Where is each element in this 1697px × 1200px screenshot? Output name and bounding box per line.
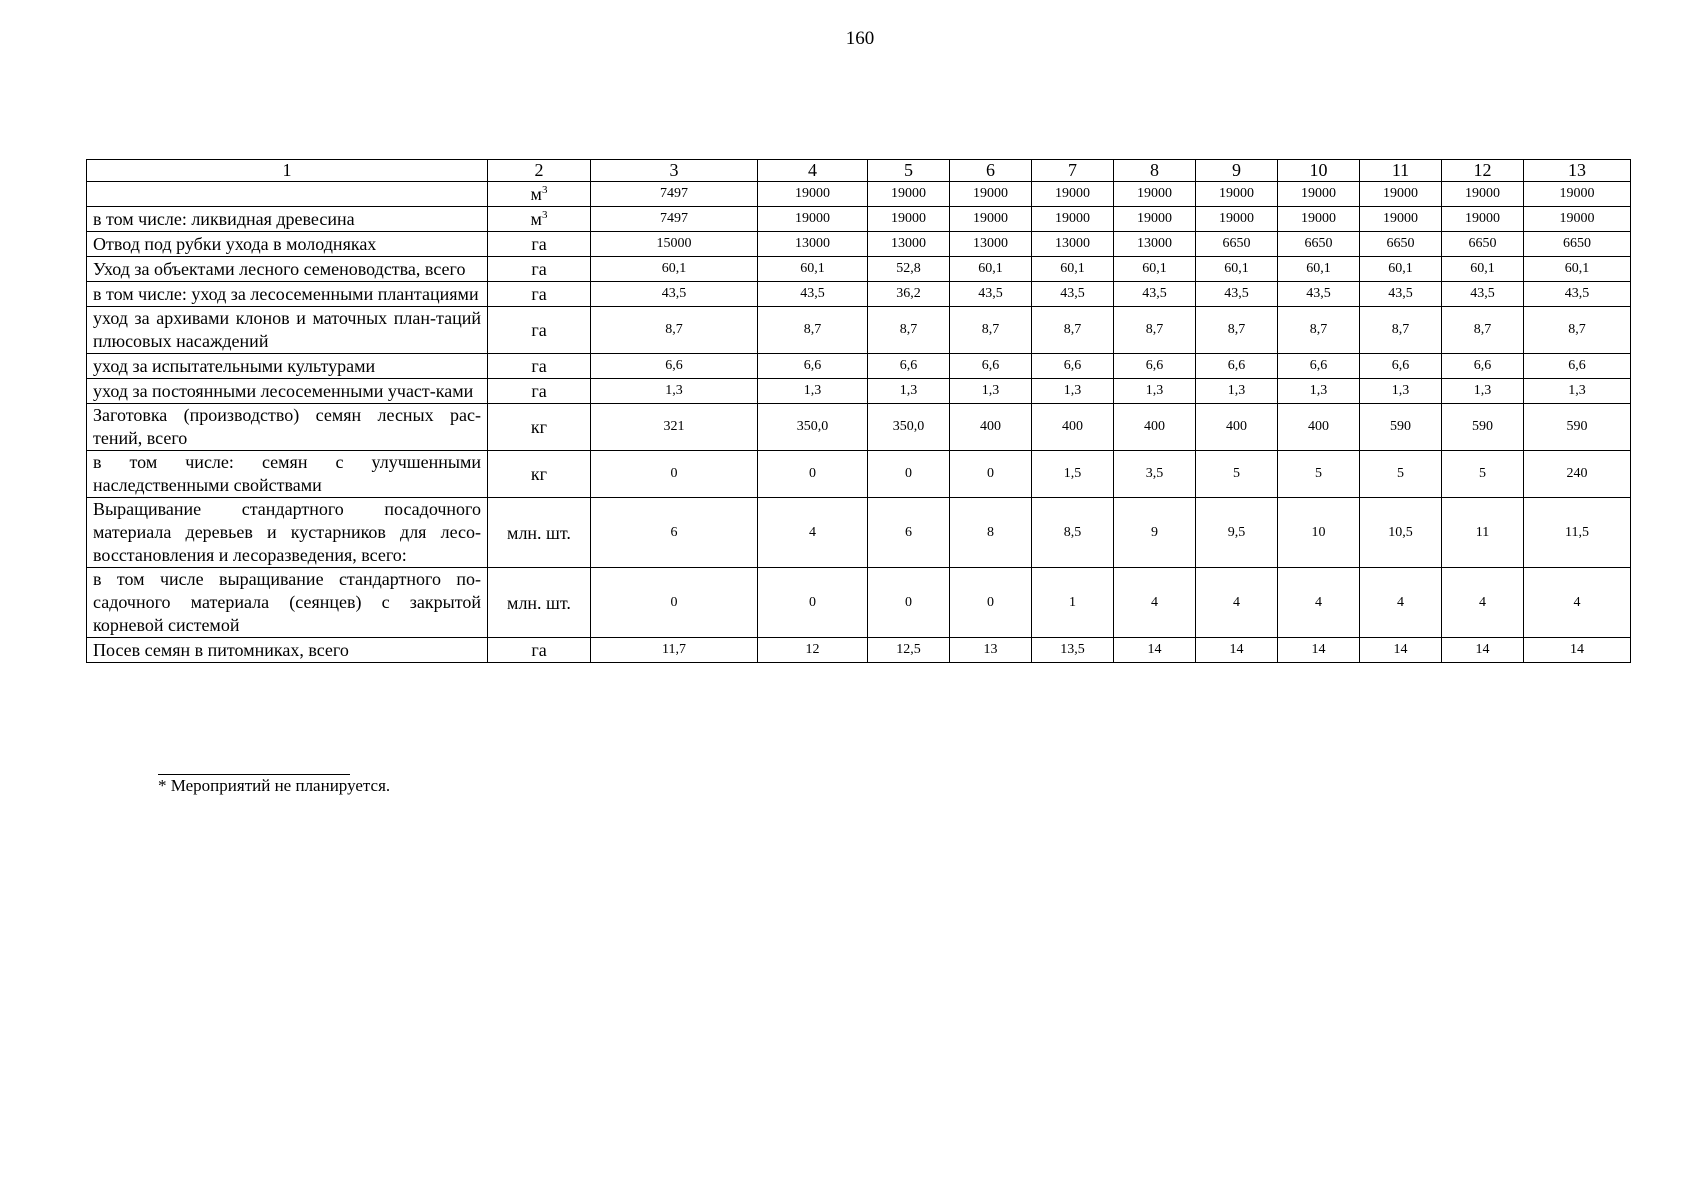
- table-row: [87, 354, 1631, 379]
- value-cell: 4: [1196, 568, 1278, 638]
- unit-text: га: [531, 259, 547, 279]
- value-cell: 19000: [1278, 182, 1360, 207]
- row-unit: [488, 282, 591, 307]
- row-unit: [488, 307, 591, 354]
- value-cell: 14: [1196, 638, 1278, 663]
- value-cell: 4: [1360, 568, 1442, 638]
- value-cell: 19000: [1442, 182, 1524, 207]
- unit-text: кг: [530, 464, 548, 484]
- value-cell: 8,7: [1196, 307, 1278, 354]
- row-unit: [488, 568, 591, 638]
- value-cell: 4: [1278, 568, 1360, 638]
- value-cell: 36,2: [868, 282, 950, 307]
- value-cell: 19000: [950, 182, 1032, 207]
- table-row: [87, 379, 1631, 404]
- value-cell: 0: [591, 451, 758, 498]
- column-number-9: 9: [1196, 160, 1278, 182]
- column-number-6: 6: [950, 160, 1032, 182]
- value-cell: 6,6: [591, 354, 758, 379]
- table-row: [87, 307, 1631, 354]
- value-cell: 6,6: [1360, 354, 1442, 379]
- value-cell: 10,5: [1360, 498, 1442, 568]
- value-cell: 13000: [1032, 232, 1114, 257]
- value-cell: 19000: [1442, 207, 1524, 232]
- value-cell: 8: [950, 498, 1032, 568]
- value-cell: 19000: [1114, 207, 1196, 232]
- value-cell: 19000: [1032, 182, 1114, 207]
- row-unit: [488, 182, 591, 207]
- value-cell: 8,7: [1278, 307, 1360, 354]
- forestry-data-table: [86, 159, 1631, 663]
- value-cell: 19000: [758, 207, 868, 232]
- unit-text: кг: [530, 417, 548, 437]
- column-number-7: 7: [1032, 160, 1114, 182]
- value-cell: 1,3: [1278, 379, 1360, 404]
- value-cell: 12: [758, 638, 868, 663]
- value-cell: 19000: [1278, 207, 1360, 232]
- value-cell: 240: [1524, 451, 1631, 498]
- value-cell: 8,7: [950, 307, 1032, 354]
- value-cell: 8,7: [1524, 307, 1631, 354]
- value-cell: 43,5: [1360, 282, 1442, 307]
- row-unit: [488, 498, 591, 568]
- value-cell: 8,7: [1114, 307, 1196, 354]
- value-cell: 1,3: [758, 379, 868, 404]
- value-cell: 1,3: [950, 379, 1032, 404]
- value-cell: 7497: [591, 182, 758, 207]
- row-unit: [488, 638, 591, 663]
- value-cell: 60,1: [1032, 257, 1114, 282]
- row-unit: [488, 257, 591, 282]
- column-number-5: 5: [868, 160, 950, 182]
- value-cell: 1: [1032, 568, 1114, 638]
- value-cell: 8,7: [758, 307, 868, 354]
- value-cell: 19000: [868, 207, 950, 232]
- unit-text: га: [531, 381, 547, 401]
- column-number-1: 1: [87, 160, 488, 182]
- table-row: [87, 207, 1631, 232]
- value-cell: 6,6: [950, 354, 1032, 379]
- value-cell: 8,7: [1032, 307, 1114, 354]
- table-row: [87, 257, 1631, 282]
- value-cell: 15000: [591, 232, 758, 257]
- unit-text: млн. шт.: [507, 522, 571, 543]
- value-cell: 9,5: [1196, 498, 1278, 568]
- row-unit: [488, 404, 591, 451]
- value-cell: 590: [1524, 404, 1631, 451]
- value-cell: 6,6: [1278, 354, 1360, 379]
- data-table-container: [86, 159, 1631, 663]
- value-cell: 19000: [1196, 207, 1278, 232]
- column-number-11: 11: [1360, 160, 1442, 182]
- value-cell: 0: [868, 568, 950, 638]
- value-cell: 0: [758, 568, 868, 638]
- value-cell: 60,1: [1278, 257, 1360, 282]
- row-unit: [488, 451, 591, 498]
- value-cell: 400: [1278, 404, 1360, 451]
- value-cell: 13000: [1114, 232, 1196, 257]
- value-cell: 7497: [591, 207, 758, 232]
- value-cell: 6650: [1278, 232, 1360, 257]
- value-cell: 60,1: [591, 257, 758, 282]
- value-cell: 590: [1442, 404, 1524, 451]
- value-cell: 4: [1524, 568, 1631, 638]
- value-cell: 43,5: [1114, 282, 1196, 307]
- value-cell: 13: [950, 638, 1032, 663]
- column-number-3: 3: [591, 160, 758, 182]
- value-cell: 0: [591, 568, 758, 638]
- value-cell: 6,6: [1196, 354, 1278, 379]
- value-cell: 5: [1196, 451, 1278, 498]
- value-cell: 5: [1278, 451, 1360, 498]
- value-cell: 13,5: [1032, 638, 1114, 663]
- value-cell: 43,5: [1524, 282, 1631, 307]
- table-row: [87, 282, 1631, 307]
- table-row: [87, 568, 1631, 638]
- value-cell: 60,1: [1196, 257, 1278, 282]
- value-cell: 350,0: [758, 404, 868, 451]
- value-cell: 0: [950, 568, 1032, 638]
- value-cell: 11,5: [1524, 498, 1631, 568]
- value-cell: 60,1: [1442, 257, 1524, 282]
- unit-text: га: [531, 640, 547, 660]
- value-cell: 1,3: [1032, 379, 1114, 404]
- value-cell: 60,1: [1524, 257, 1631, 282]
- value-cell: 6,6: [1442, 354, 1524, 379]
- value-cell: 19000: [1114, 182, 1196, 207]
- column-number-4: 4: [758, 160, 868, 182]
- row-label: Посев семян в питомниках, всего: [87, 638, 488, 663]
- value-cell: 6,6: [1524, 354, 1631, 379]
- value-cell: 6650: [1442, 232, 1524, 257]
- column-number-13: 13: [1524, 160, 1631, 182]
- value-cell: 1,3: [868, 379, 950, 404]
- value-cell: 3,5: [1114, 451, 1196, 498]
- value-cell: 5: [1442, 451, 1524, 498]
- row-unit: [488, 232, 591, 257]
- value-cell: 6: [868, 498, 950, 568]
- value-cell: 43,5: [950, 282, 1032, 307]
- value-cell: 19000: [758, 182, 868, 207]
- value-cell: 400: [1032, 404, 1114, 451]
- footnote: * Мероприятий не планируется.: [158, 776, 391, 795]
- value-cell: 11,7: [591, 638, 758, 663]
- table-row: [87, 232, 1631, 257]
- value-cell: 14: [1524, 638, 1631, 663]
- table-row: [87, 451, 1631, 498]
- value-cell: 12,5: [868, 638, 950, 663]
- table-row: [87, 638, 1631, 663]
- value-cell: 590: [1360, 404, 1442, 451]
- row-label: уход за постоянными лесосеменными участ-ками: [87, 379, 488, 404]
- row-unit: [488, 354, 591, 379]
- row-label: [87, 182, 488, 207]
- value-cell: 1,3: [1524, 379, 1631, 404]
- page-number: 160: [845, 28, 875, 49]
- row-label: в том числе: ликвидная древесина: [87, 207, 488, 232]
- value-cell: 60,1: [950, 257, 1032, 282]
- unit-text: м: [530, 184, 542, 204]
- value-cell: 19000: [868, 182, 950, 207]
- value-cell: 0: [868, 451, 950, 498]
- value-cell: 4: [1442, 568, 1524, 638]
- value-cell: 14: [1360, 638, 1442, 663]
- table-row: [87, 404, 1631, 451]
- value-cell: 43,5: [1196, 282, 1278, 307]
- value-cell: 400: [1196, 404, 1278, 451]
- value-cell: 400: [950, 404, 1032, 451]
- value-cell: 1,3: [591, 379, 758, 404]
- value-cell: 6650: [1524, 232, 1631, 257]
- value-cell: 8,7: [1442, 307, 1524, 354]
- value-cell: 19000: [1196, 182, 1278, 207]
- value-cell: 19000: [1524, 182, 1631, 207]
- value-cell: 6,6: [1114, 354, 1196, 379]
- value-cell: 0: [950, 451, 1032, 498]
- row-label: Отвод под рубки ухода в молодняках: [87, 232, 488, 257]
- column-number-10: 10: [1278, 160, 1360, 182]
- value-cell: 43,5: [591, 282, 758, 307]
- row-label: в том числе выращивание стандартного по-садочного материала (сеянцев) с закрытой корневой системой: [87, 568, 488, 638]
- table-header-row: [87, 160, 1631, 182]
- unit-text: м: [530, 209, 542, 229]
- value-cell: 43,5: [1442, 282, 1524, 307]
- unit-text: га: [531, 356, 547, 376]
- value-cell: 13000: [950, 232, 1032, 257]
- value-cell: 13000: [868, 232, 950, 257]
- value-cell: 8,7: [1360, 307, 1442, 354]
- value-cell: 321: [591, 404, 758, 451]
- value-cell: 14: [1114, 638, 1196, 663]
- row-label: уход за испытательными культурами: [87, 354, 488, 379]
- row-unit: [488, 207, 591, 232]
- unit-superscript: 3: [541, 209, 548, 221]
- value-cell: 19000: [950, 207, 1032, 232]
- value-cell: 400: [1114, 404, 1196, 451]
- value-cell: 5: [1360, 451, 1442, 498]
- value-cell: 8,7: [591, 307, 758, 354]
- value-cell: 6650: [1360, 232, 1442, 257]
- value-cell: 43,5: [758, 282, 868, 307]
- column-number-12: 12: [1442, 160, 1524, 182]
- unit-text: млн. шт.: [507, 592, 571, 613]
- column-number-8: 8: [1114, 160, 1196, 182]
- value-cell: 10: [1278, 498, 1360, 568]
- value-cell: 6650: [1196, 232, 1278, 257]
- value-cell: 6,6: [758, 354, 868, 379]
- row-label: Выращивание стандартного посадочного материала деревьев и кустарников для лесо-восстановления и лесоразведения, всего:: [87, 498, 488, 568]
- value-cell: 19000: [1524, 207, 1631, 232]
- row-label: Заготовка (производство) семян лесных рас-тений, всего: [87, 404, 488, 451]
- value-cell: 19000: [1360, 207, 1442, 232]
- value-cell: 19000: [1360, 182, 1442, 207]
- value-cell: 14: [1442, 638, 1524, 663]
- row-label: Уход за объектами лесного семеноводства, всего: [87, 257, 488, 282]
- unit-text: га: [531, 234, 547, 254]
- value-cell: 11: [1442, 498, 1524, 568]
- value-cell: 19000: [1032, 207, 1114, 232]
- value-cell: 6: [591, 498, 758, 568]
- value-cell: 52,8: [868, 257, 950, 282]
- column-number-2: 2: [488, 160, 591, 182]
- row-label: уход за архивами клонов и маточных план-таций плюсовых насаждений: [87, 307, 488, 354]
- value-cell: 60,1: [758, 257, 868, 282]
- value-cell: 43,5: [1278, 282, 1360, 307]
- value-cell: 14: [1278, 638, 1360, 663]
- value-cell: 350,0: [868, 404, 950, 451]
- value-cell: 8,7: [868, 307, 950, 354]
- unit-superscript: 3: [541, 184, 548, 196]
- value-cell: 8,5: [1032, 498, 1114, 568]
- footnote-divider: [158, 774, 350, 775]
- value-cell: 6,6: [868, 354, 950, 379]
- value-cell: 4: [758, 498, 868, 568]
- value-cell: 1,3: [1442, 379, 1524, 404]
- value-cell: 6,6: [1032, 354, 1114, 379]
- unit-text: га: [531, 320, 547, 340]
- row-unit: [488, 379, 591, 404]
- value-cell: 1,3: [1196, 379, 1278, 404]
- table-row: [87, 498, 1631, 568]
- row-label: в том числе: уход за лесосеменными плантациями: [87, 282, 488, 307]
- table-row: [87, 182, 1631, 207]
- value-cell: 1,3: [1114, 379, 1196, 404]
- value-cell: 0: [758, 451, 868, 498]
- value-cell: 60,1: [1360, 257, 1442, 282]
- value-cell: 13000: [758, 232, 868, 257]
- unit-text: га: [531, 284, 547, 304]
- value-cell: 4: [1114, 568, 1196, 638]
- value-cell: 60,1: [1114, 257, 1196, 282]
- value-cell: 1,3: [1360, 379, 1442, 404]
- value-cell: 1,5: [1032, 451, 1114, 498]
- value-cell: 43,5: [1032, 282, 1114, 307]
- value-cell: 9: [1114, 498, 1196, 568]
- row-label: в том числе: семян с улучшенными наследственными свойствами: [87, 451, 488, 498]
